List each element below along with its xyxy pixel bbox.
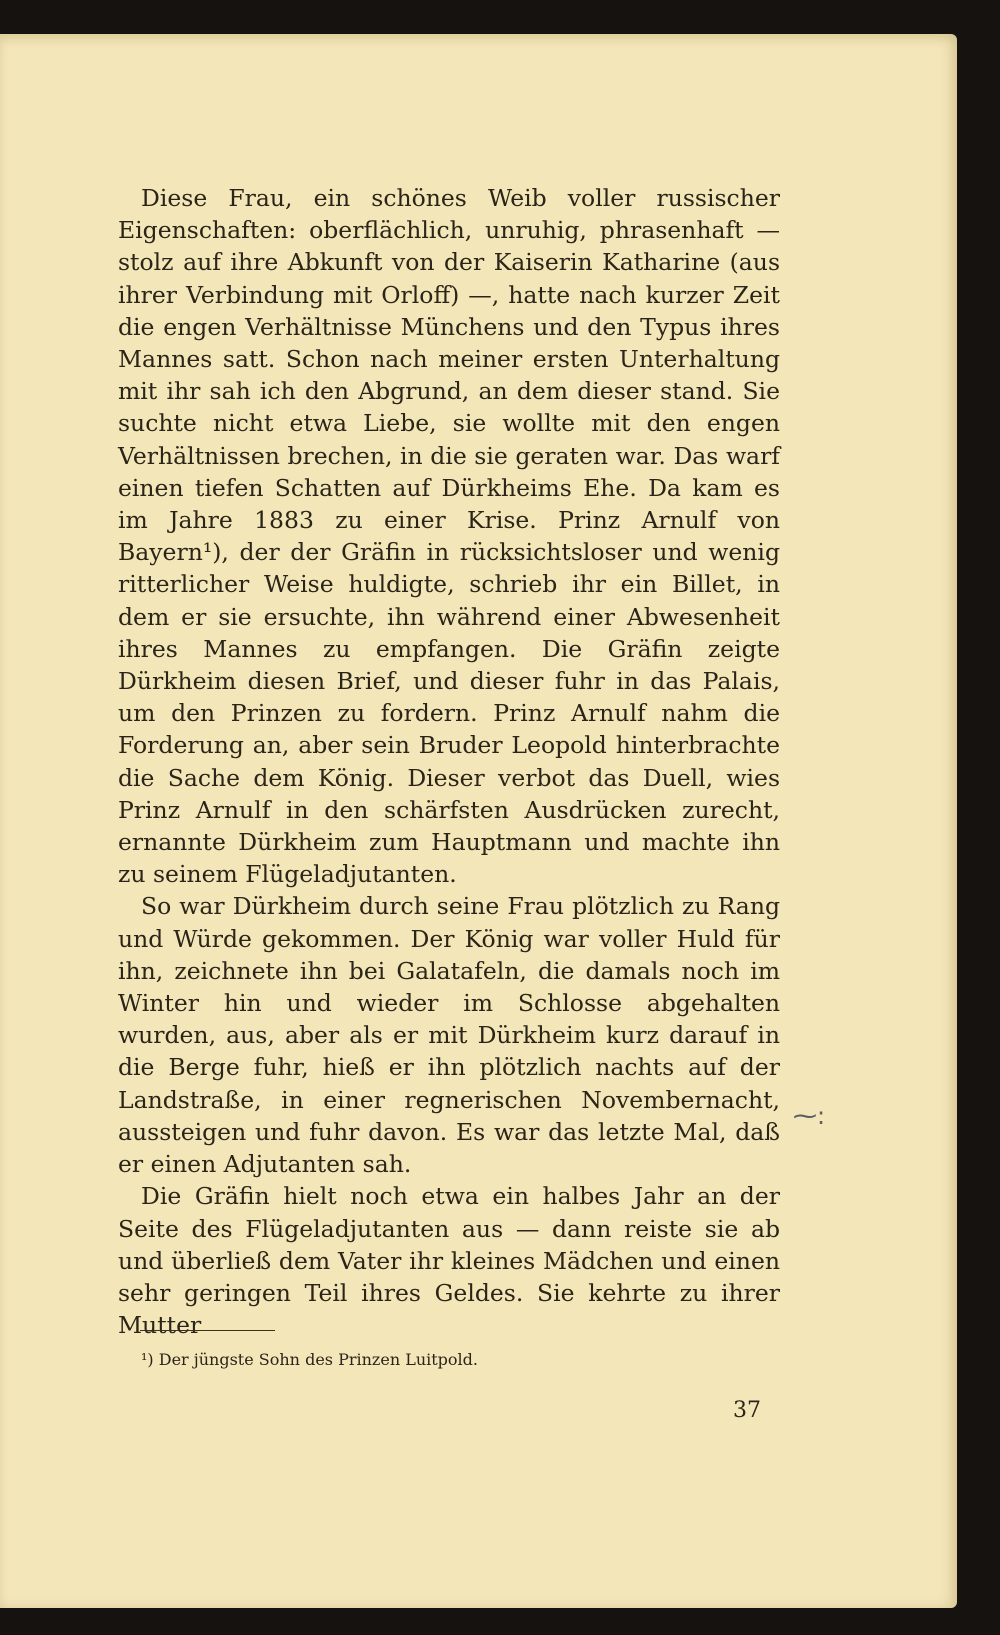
pencil-margin-mark: ⁓:	[793, 1102, 826, 1130]
paragraph-1: Diese Frau, ein schönes Weib voller russischer Eigenschaften: oberflächlich, unruhig, phrasenhaft — stolz auf ihre Abkunft von der Kaiserin Katharine (aus ihrer Verbindung mit Orloff) —, hatte nach kurzer Zeit die engen Verhältnisse Münchens und den Typus ihres Mannes satt. Schon nach meiner ersten Unterhaltung mit ihr sah ich den Abgrund, an dem dieser stand. Sie suchte nicht etwa Liebe, sie wollte mit den engen Verhältnissen brechen, in die sie geraten war. Das warf einen tiefen Schatten auf Dürkheims Ehe. Da kam es im Jahre 1883 zu einer Krise. Prinz Arnulf von Bayern¹), der der Gräfin in rücksichtsloser und wenig ritterlicher Weise huldigte, schrieb ihr ein Billet, in dem er sie ersuchte, ihn während einer Abwesenheit ihres Mannes zu empfangen. Die Gräfin zeigte Dürkheim diesen Brief, und dieser fuhr in das Palais, um den Prinzen zu fordern. Prinz Arnulf nahm die Forderung an, aber sein Bruder Leopold hinterbrachte die Sache dem König. Dieser verbot das Duell, wies Prinz Arnulf in den schärfsten Ausdrücken zurecht, ernannte Dürkheim zum Hauptmann und machte ihn zu seinem Flügeladjutanten.	[118, 184, 780, 889]
paragraph-3: Die Gräfin hielt noch etwa ein halbes Jahr an der Seite des Flügeladjutanten aus — dann reiste sie ab und überließ dem Vater ihr kleines Mädchen und einen sehr geringen Teil ihres Geldes. Sie kehrte zu ihrer Mutter	[118, 1182, 780, 1340]
page-number: 37	[733, 1398, 761, 1423]
footnote-divider	[140, 1330, 275, 1331]
paragraph-2: So war Dürkheim durch seine Frau plötzlich zu Rang und Würde gekommen. Der König war voller Huld für ihn, zeichnete ihn bei Galatafeln, die damals noch im Winter hin und wieder im Schlosse abgehalten wurden, aus, aber als er mit Dürkheim kurz darauf in die Berge fuhr, hieß er ihn plötzlich nachts auf der Landstraße, in einer regnerischen Novembernacht, aussteigen und fuhr davon. Es war das letzte Mal, daß er einen Adjutanten sah.	[118, 892, 780, 1179]
book-page	[0, 34, 957, 1608]
footnote: ¹) Der jüngste Sohn des Prinzen Luitpold.	[141, 1350, 478, 1369]
body-text	[118, 182, 780, 1341]
